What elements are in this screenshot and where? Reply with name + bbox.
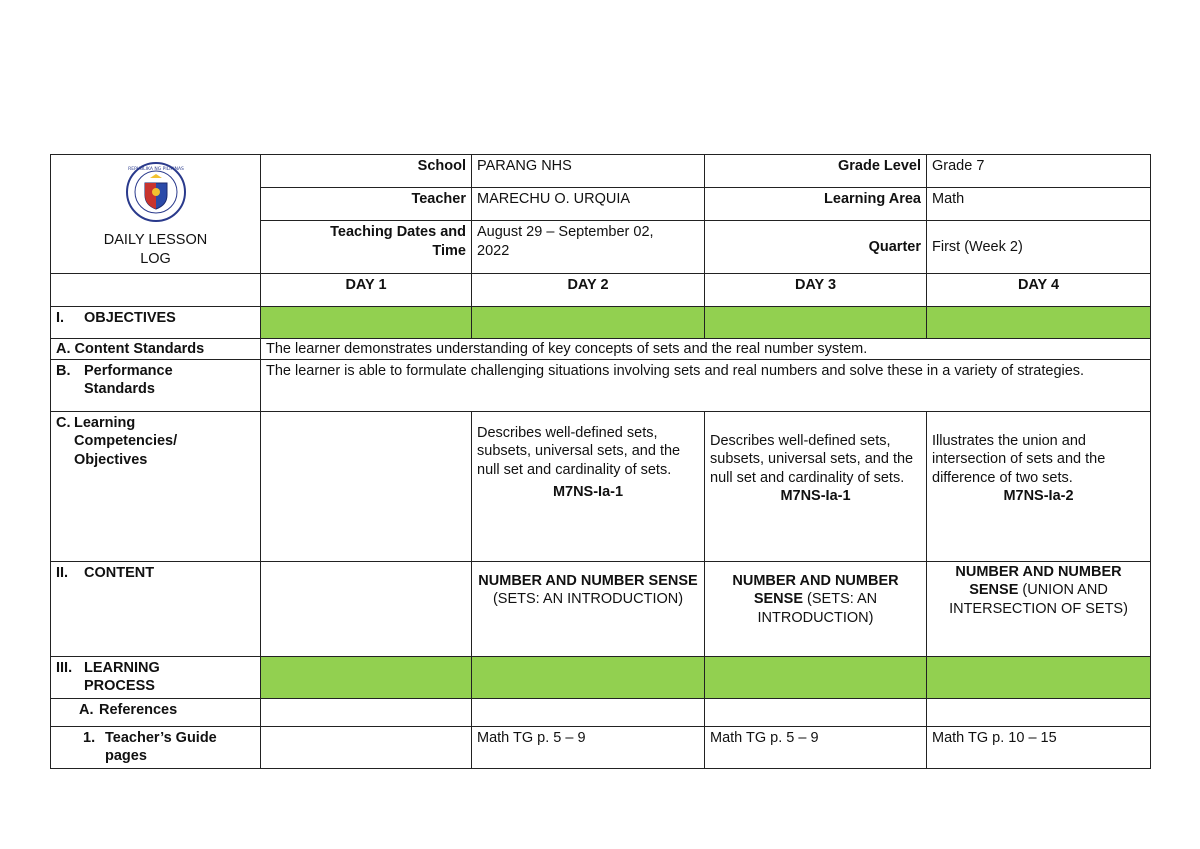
day-header-blank xyxy=(51,274,261,307)
objectives-day3-fill xyxy=(705,307,927,339)
references-num: A. xyxy=(79,701,94,718)
teaching-dates-value xyxy=(472,221,705,274)
competencies-day4-text: Illustrates the union and intersection of sets and the difference of two sets. xyxy=(932,432,1106,486)
content-standards-value: The learner demonstrates understanding of key concepts of sets and the real number system. xyxy=(261,339,1151,360)
objectives-day2-fill xyxy=(472,307,705,339)
performance-standards-num: B. xyxy=(56,362,71,379)
content-day4-title: NUMBER AND NUMBER SENSE xyxy=(955,563,1122,599)
content-day4-topic: (UNION AND INTERSECTION OF SETS) xyxy=(949,582,1128,617)
school-label: School xyxy=(261,155,472,188)
teacher-value: MARECHU O. URQUIA xyxy=(472,188,705,221)
objectives-day4-fill xyxy=(927,307,1151,339)
teachers-guide-line2: pages xyxy=(105,748,147,765)
competencies-line1: Learning xyxy=(74,414,136,431)
competencies-day3-code: M7NS-Ia-1 xyxy=(780,488,851,505)
content-day2-topic: (SETS: AN INTRODUCTION) xyxy=(492,591,684,608)
school-value: PARANG NHS xyxy=(472,155,705,188)
day-header-1: DAY 1 xyxy=(261,274,472,307)
learning-process-day3-fill xyxy=(705,656,927,698)
references-day4 xyxy=(927,698,1151,726)
objectives-text: OBJECTIVES xyxy=(84,310,176,326)
teaching-dates-label xyxy=(261,221,472,274)
learning-area-label: Learning Area xyxy=(705,188,927,221)
content-day1 xyxy=(261,561,472,656)
daily-lesson-log-table xyxy=(50,154,1151,769)
teaching-dates-value-line2: 2022 xyxy=(477,242,510,259)
teaching-dates-value-line1: August 29 – September 02, xyxy=(477,224,654,240)
content-standards-label: A. Content Standards xyxy=(51,339,261,360)
content-day3-title: NUMBER AND NUMBER SENSE xyxy=(732,572,899,608)
content-label xyxy=(51,561,261,656)
references-day3 xyxy=(705,698,927,726)
performance-standards-line1: Performance xyxy=(84,362,173,379)
teachers-guide-day4: Math TG p. 10 – 15 xyxy=(927,726,1151,768)
competencies-day1 xyxy=(261,411,472,561)
quarter-value: First (Week 2) xyxy=(927,221,1151,274)
performance-standards-label xyxy=(51,359,261,411)
competencies-line3: Objectives xyxy=(74,451,148,468)
content-day2-title: NUMBER AND NUMBER SENSE xyxy=(478,572,698,589)
competencies-label xyxy=(51,411,261,561)
references-text: References xyxy=(99,701,178,718)
learning-process-day4-fill xyxy=(927,656,1151,698)
content-day3-topic: (SETS: AN INTRODUCTION) xyxy=(757,591,878,626)
objectives-num: I. xyxy=(56,310,65,326)
content-day3 xyxy=(705,561,927,656)
content-day2 xyxy=(472,561,705,656)
competencies-day4 xyxy=(927,411,1151,561)
competencies-num: C. xyxy=(56,414,71,431)
teaching-dates-label-line1: Teaching Dates and xyxy=(330,224,466,240)
dll-title xyxy=(56,231,255,268)
teaching-dates-label-line2: Time xyxy=(432,242,466,259)
objectives-label xyxy=(51,307,261,339)
teachers-guide-day3: Math TG p. 5 – 9 xyxy=(705,726,927,768)
day-header-2: DAY 2 xyxy=(472,274,705,307)
learning-process-num: III. xyxy=(56,659,73,676)
content-text: CONTENT xyxy=(84,564,155,581)
references-day2 xyxy=(472,698,705,726)
competencies-day2-text: Describes well-defined sets, subsets, universal sets, and the null set and cardinality of sets. xyxy=(477,424,681,478)
day-header-4: DAY 4 xyxy=(927,274,1151,307)
references-day1 xyxy=(261,698,472,726)
competencies-day3 xyxy=(705,411,927,561)
references-label xyxy=(51,698,261,726)
teachers-guide-num: 1. xyxy=(83,729,96,746)
quarter-label: Quarter xyxy=(705,221,927,274)
learning-process-line2: PROCESS xyxy=(84,678,155,695)
learning-process-day2-fill xyxy=(472,656,705,698)
svg-text:REPUBLIKA NG PILIPINAS: REPUBLIKA NG PILIPINAS xyxy=(127,167,184,172)
competencies-day3-text: Describes well-defined sets, subsets, universal sets, and the null set and cardinality of sets. xyxy=(710,432,914,486)
content-day4 xyxy=(927,561,1151,656)
competencies-day2-code: M7NS-Ia-1 xyxy=(552,484,624,501)
header-logo-cell xyxy=(51,155,261,274)
competencies-day2 xyxy=(472,411,705,561)
teachers-guide-label xyxy=(51,726,261,768)
competencies-day4-code: M7NS-Ia-2 xyxy=(1003,488,1074,505)
grade-level-value: Grade 7 xyxy=(927,155,1151,188)
learning-area-value: Math xyxy=(927,188,1151,221)
competencies-line2: Competencies/ xyxy=(74,433,178,450)
content-num: II. xyxy=(56,564,69,581)
learning-process-label xyxy=(51,656,261,698)
learning-process-line1: LEARNING xyxy=(84,659,160,676)
grade-level-label: Grade Level xyxy=(705,155,927,188)
dll-title-line2: LOG xyxy=(140,250,171,267)
performance-standards-value: The learner is able to formulate challenging situations involving sets and real numbers and solve these in a variety of strategies. xyxy=(261,359,1151,411)
deped-seal-icon xyxy=(125,161,187,223)
dll-title-line1: DAILY LESSON xyxy=(103,232,208,248)
teachers-guide-day2: Math TG p. 5 – 9 xyxy=(472,726,705,768)
day-header-3: DAY 3 xyxy=(705,274,927,307)
objectives-day1-fill xyxy=(261,307,472,339)
learning-process-day1-fill xyxy=(261,656,472,698)
teacher-label: Teacher xyxy=(261,188,472,221)
teachers-guide-line1: Teacher’s Guide xyxy=(105,729,217,746)
performance-standards-line2: Standards xyxy=(84,381,155,398)
teachers-guide-day1 xyxy=(261,726,472,768)
